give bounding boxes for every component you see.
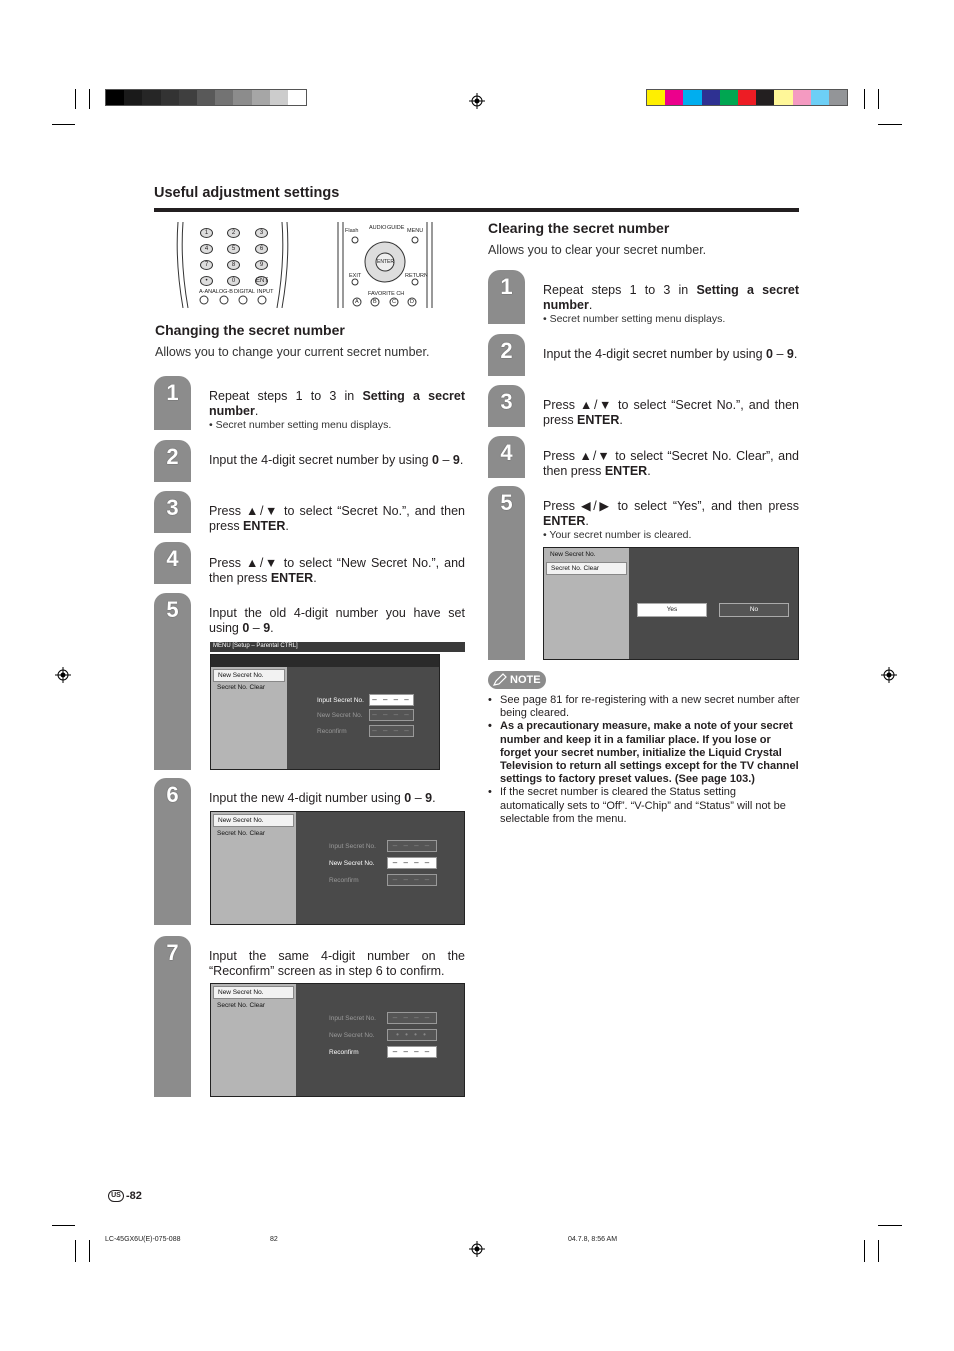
changing-step-6: Input the new 4-digit number using 0 – 9. xyxy=(209,791,436,805)
registration-target-icon xyxy=(469,93,485,109)
step-tab: 6 xyxy=(154,778,191,925)
key-dot: • xyxy=(200,276,213,286)
pencil-note-icon xyxy=(492,673,507,687)
key-5: 5 xyxy=(227,244,240,254)
color-swatch xyxy=(756,90,774,105)
color-swatch xyxy=(683,90,701,105)
menu-item-secret-clear: Secret No. Clear xyxy=(546,562,627,575)
key-8: 8 xyxy=(227,260,240,270)
changing-step-1-bullet: • Secret number setting menu displays. xyxy=(209,419,392,431)
clearing-step-1-bullet: • Secret number setting menu displays. xyxy=(543,313,726,325)
remote-keypad-illustration xyxy=(175,222,290,308)
key-6: 6 xyxy=(255,244,268,254)
field-new-secret: • • • • xyxy=(387,1029,437,1041)
key-2: 2 xyxy=(227,228,240,238)
label-menu: MENU xyxy=(407,228,424,234)
tv-screen-step6 xyxy=(210,811,465,925)
field-new-secret: – – – – xyxy=(369,709,414,721)
label-d: D xyxy=(410,299,414,305)
note-item: • As a precautionary measure, make a note of your secret number and keep it in a familiar place. If you lose or forget your secret number, initialize the Liquid Crystal Television to return all settings except for the TV channel settings to factory preset values. (See page 103.) xyxy=(488,720,800,786)
color-bar xyxy=(646,89,848,106)
color-swatch xyxy=(702,90,720,105)
tv-screen-clear xyxy=(543,547,799,660)
changing-step-3: Press ▲/▼ to select “Secret No.”, and then press ENTER. xyxy=(209,504,465,533)
color-swatch xyxy=(124,90,142,105)
menu-item-new-secret: New Secret No. xyxy=(213,986,294,999)
step-tab: 4 xyxy=(488,436,525,478)
changing-step-5: Input the old 4-digit number you have set using 0 – 9. xyxy=(209,606,465,635)
field-reconfirm: – – – – xyxy=(387,1046,437,1058)
color-swatch xyxy=(665,90,683,105)
menu-item-new-secret: New Secret No. xyxy=(550,551,596,558)
tv-screen-step5 xyxy=(210,654,440,770)
color-swatch xyxy=(179,90,197,105)
registration-target-icon xyxy=(55,667,71,683)
step-tab: 7 xyxy=(154,936,191,1097)
color-swatch xyxy=(142,90,160,105)
clearing-step-5: Press ◀/▶ to select “Yes”, and then press ENTER. xyxy=(543,499,799,528)
color-swatch xyxy=(233,90,251,105)
field-label: Reconfirm xyxy=(329,1049,359,1056)
step-tab: 4 xyxy=(154,542,191,584)
label-favorite: FAVORITE CH xyxy=(368,291,405,297)
color-swatch xyxy=(106,90,124,105)
field-reconfirm: – – – – xyxy=(369,725,414,737)
step-tab: 2 xyxy=(488,334,525,376)
color-swatch xyxy=(829,90,847,105)
registration-target-icon xyxy=(469,1241,485,1257)
section-rule xyxy=(154,208,799,212)
color-swatch xyxy=(252,90,270,105)
no-button: No xyxy=(719,603,789,617)
key-3: 3 xyxy=(255,228,268,238)
clearing-step-1: Repeat steps 1 to 3 in Setting a secret number. xyxy=(543,283,799,312)
menu-item-new-secret: New Secret No. xyxy=(213,669,285,682)
bottom-keys-icon xyxy=(199,295,269,305)
label-c: C xyxy=(392,299,396,305)
menu-item-secret-clear: Secret No. Clear xyxy=(217,1002,266,1009)
field-input-secret: – – – – xyxy=(369,694,414,706)
clearing-step-3: Press ▲/▼ to select “Secret No.”, and then press ENTER. xyxy=(543,398,799,427)
step-tab: 2 xyxy=(154,440,191,482)
label-a: A xyxy=(355,299,359,305)
label-return: RETURN xyxy=(405,273,428,279)
key-ent: ENT xyxy=(256,278,268,284)
grayscale-bar xyxy=(105,89,307,106)
label-enter: ENTER xyxy=(377,259,394,265)
changing-step-1: Repeat steps 1 to 3 in Setting a secret number. xyxy=(209,389,465,418)
color-swatch xyxy=(197,90,215,105)
color-swatch xyxy=(774,90,792,105)
field-label: New Secret No. xyxy=(317,712,363,719)
menu-item-new-secret: New Secret No. xyxy=(213,814,294,827)
changing-step-2: Input the 4-digit secret number by using 0 – 9. xyxy=(209,453,464,467)
region-badge: US xyxy=(108,1190,124,1202)
color-swatch xyxy=(720,90,738,105)
key-4: 4 xyxy=(200,244,213,254)
label-audio: AUDIO xyxy=(369,225,387,231)
key-1: 1 xyxy=(200,228,213,238)
changing-lead: Allows you to change your current secret number. xyxy=(155,345,430,359)
clearing-step-5-bullet: • Your secret number is cleared. xyxy=(543,529,692,541)
clearing-title: Clearing the secret number xyxy=(488,220,670,236)
label-analog: A-ANALOG-B xyxy=(199,289,233,295)
color-swatch xyxy=(793,90,811,105)
field-label: Input Secret No. xyxy=(329,843,376,850)
color-swatch xyxy=(161,90,179,105)
label-input: INPUT xyxy=(257,289,274,295)
field-label: New Secret No. xyxy=(329,1032,375,1039)
key-7: 7 xyxy=(200,260,213,270)
registration-target-icon xyxy=(881,667,897,683)
changing-step-4: Press ▲/▼ to select “New Secret No.”, and then press ENTER. xyxy=(209,556,465,585)
label-flash: Flash xyxy=(345,228,359,234)
color-swatch xyxy=(647,90,665,105)
section-title: Useful adjustment settings xyxy=(154,185,340,201)
footer-file: LC-45GX6U(E)-075-088 xyxy=(105,1236,181,1243)
key-9: 9 xyxy=(255,260,268,270)
clearing-step-4: Press ▲/▼ to select “Secret No. Clear”, and then press ENTER. xyxy=(543,449,799,478)
step-tab: 3 xyxy=(154,491,191,533)
step-tab: 5 xyxy=(154,593,191,770)
step-tab: 5 xyxy=(488,486,525,660)
changing-title: Changing the secret number xyxy=(155,322,345,338)
color-swatch xyxy=(288,90,306,105)
color-swatch xyxy=(738,90,756,105)
color-swatch xyxy=(811,90,829,105)
step-tab: 1 xyxy=(488,270,525,324)
tv-screen-step7 xyxy=(210,983,465,1097)
field-label: Input Secret No. xyxy=(329,1015,376,1022)
label-exit: EXIT xyxy=(349,273,362,279)
footer-page: 82 xyxy=(270,1236,278,1243)
color-swatch xyxy=(270,90,288,105)
label-b: B xyxy=(373,299,377,305)
changing-step-7: Input the same 4-digit number on the “Reconfirm” screen as in step 6 to confirm. xyxy=(209,949,465,978)
field-input-secret: – – – – xyxy=(387,840,437,852)
menu-bar: MENU [Setup ‒ Parental CTRL] xyxy=(210,642,465,652)
label-guide: GUIDE xyxy=(387,225,405,231)
step-tab: 3 xyxy=(488,385,525,427)
yes-button: Yes xyxy=(637,603,707,617)
field-reconfirm: – – – – xyxy=(387,874,437,886)
field-input-secret: – – – – xyxy=(387,1012,437,1024)
note-list xyxy=(488,694,800,826)
remote-navigation-illustration xyxy=(335,222,435,308)
field-label: Input Secret No. xyxy=(317,697,364,704)
footer-date: 04.7.8, 8:56 AM xyxy=(568,1236,618,1243)
step-tab: 1 xyxy=(154,376,191,430)
key-0: 0 xyxy=(227,276,240,286)
menu-item-secret-clear: Secret No. Clear xyxy=(217,684,266,691)
label-digital: DIGITAL xyxy=(234,289,255,295)
menu-item-secret-clear: Secret No. Clear xyxy=(217,830,266,837)
clearing-step-2: Input the 4-digit secret number by using 0 – 9. xyxy=(543,347,798,361)
field-new-secret: – – – – xyxy=(387,857,437,869)
note-item: • If the secret number is cleared the Status setting automatically sets to “Off”. “V-Chip” and “Status” will not be selectable from the menu. xyxy=(488,786,800,826)
field-label: Reconfirm xyxy=(317,728,347,735)
page-number: US -82 xyxy=(108,1190,142,1202)
field-label: New Secret No. xyxy=(329,860,375,867)
field-label: Reconfirm xyxy=(329,877,359,884)
note-item: • See page 81 for re-registering with a new secret number after being cleared. xyxy=(488,694,800,720)
color-swatch xyxy=(215,90,233,105)
clearing-lead: Allows you to clear your secret number. xyxy=(488,243,707,257)
note-badge: NOTE xyxy=(488,671,546,689)
